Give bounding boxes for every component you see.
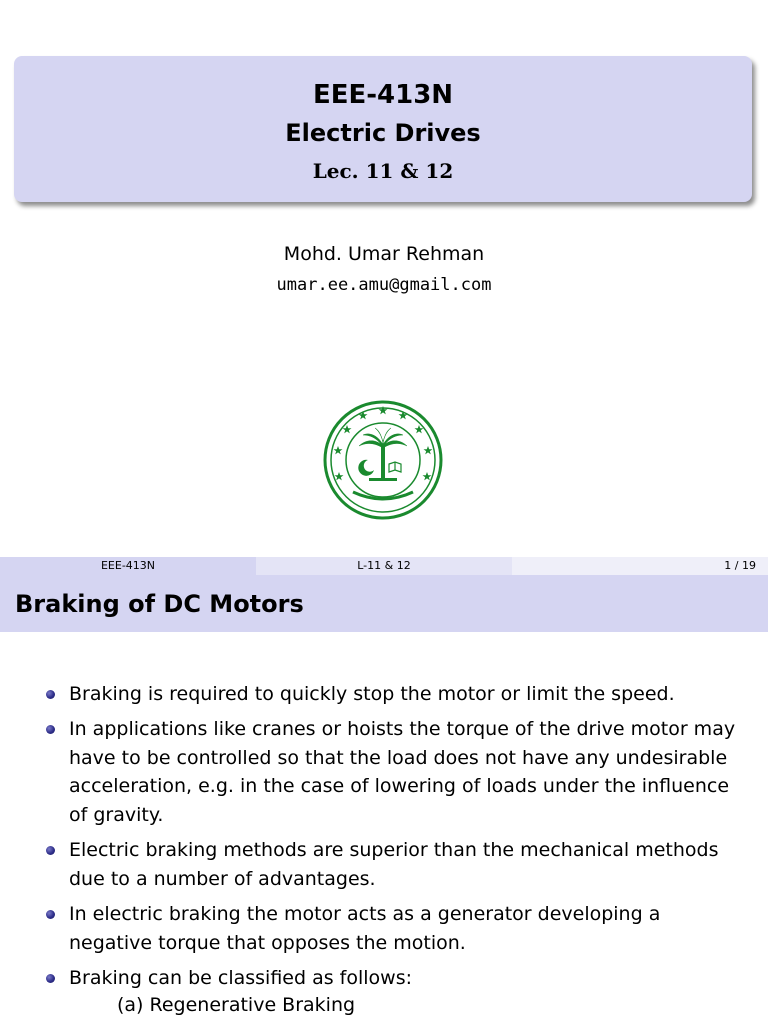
- bullet-dot-icon: [46, 910, 55, 919]
- frame-title-bar: [0, 575, 768, 632]
- footer-page-number: [512, 557, 768, 575]
- slide-footer: [0, 557, 768, 575]
- course-name: Electric Drives: [285, 119, 481, 147]
- author-email: umar.ee.amu@gmail.com: [276, 275, 492, 295]
- bullet-dot-icon: [46, 846, 55, 855]
- page-number: 1 / 19: [724, 559, 756, 572]
- lecture-number: Lec. 11 & 12: [312, 159, 454, 183]
- sub-item: (a) Regenerative Braking: [117, 994, 356, 1016]
- footer-course-code: EEE-413N: [0, 557, 256, 575]
- bullet-dot-icon: [46, 690, 55, 699]
- bullet-text: Braking can be classified as follows:: [69, 967, 412, 989]
- university-seal-icon: [323, 400, 443, 520]
- frame-title: Braking of DC Motors: [15, 590, 304, 618]
- author-name: Mohd. Umar Rehman: [283, 243, 485, 265]
- bullet-text: Electric braking methods are superior than the mechanical methods due to a number of advantages.: [69, 839, 719, 890]
- bullet-dot-icon: [46, 725, 55, 734]
- bullet-dot-icon: [46, 974, 55, 983]
- footer-lecture: L-11 & 12: [256, 557, 512, 575]
- bullet-text: Braking is required to quickly stop the motor or limit the speed.: [69, 683, 675, 705]
- bullet-text: In applications like cranes or hoists the torque of the drive motor may have to be controlled so that the load does not have any undesirable acceleration, e.g. in the case of lowering of loads under the influence of gravity.: [69, 718, 736, 826]
- course-code: EEE-413N: [312, 80, 454, 110]
- title-box: [14, 56, 752, 202]
- bullet-text: In electric braking the motor acts as a generator developing a negative torque that opposes the motion.: [69, 903, 661, 954]
